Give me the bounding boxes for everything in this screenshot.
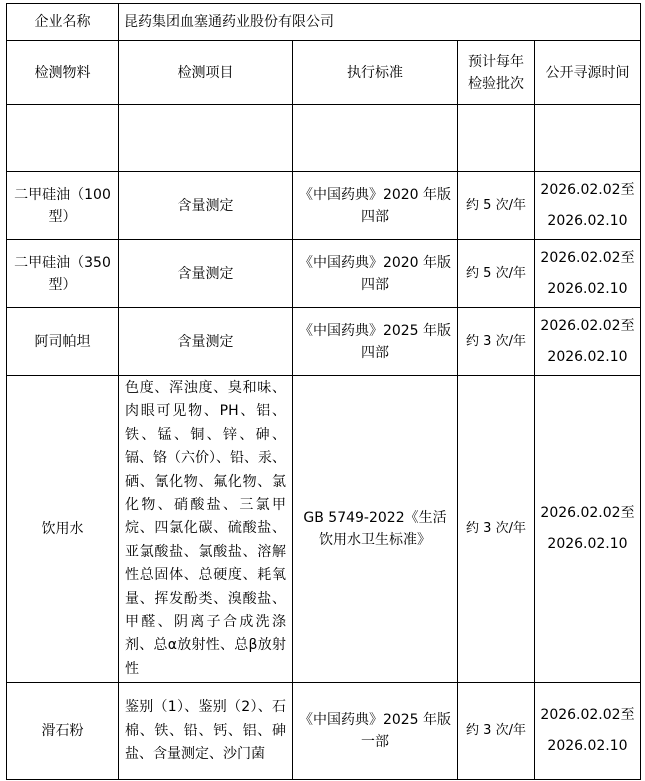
item-cell: 含量测定 <box>119 172 293 240</box>
time-start: 2026.02.02至 <box>540 707 635 724</box>
table-row <box>7 376 641 683</box>
standard-cell: GB 5749-2022《生活饮用水卫生标准》 <box>293 376 458 683</box>
batches-cell: 约 3 次/年 <box>458 376 535 683</box>
time-cell <box>535 376 641 683</box>
table-row <box>7 308 641 376</box>
item-cell: 鉴别（1）、鉴别（2）、石棉、铁、铅、钙、铝、砷盐、含量测定、沙门菌 <box>119 683 293 780</box>
material-cell: 二甲硅油（350型） <box>7 240 119 308</box>
header-batches-line1: 预计每年 <box>468 53 524 70</box>
time-end: 2026.02.10 <box>547 348 628 365</box>
table-row <box>7 240 641 308</box>
table-row <box>7 683 641 780</box>
time-start: 2026.02.02至 <box>540 181 635 198</box>
standard-cell: 《中国药典》2025 年版一部 <box>293 683 458 780</box>
header-batches-line2: 检验批次 <box>468 75 524 92</box>
company-row <box>7 4 641 41</box>
header-standard: 执行标准 <box>293 41 458 105</box>
material-cell: 阿司帕坦 <box>7 308 119 376</box>
header-batches <box>458 41 535 105</box>
time-cell <box>535 683 641 780</box>
empty-cell <box>535 105 641 172</box>
company-name: 昆药集团血塞通药业股份有限公司 <box>119 4 641 41</box>
material-cell: 滑石粉 <box>7 683 119 780</box>
time-cell <box>535 172 641 240</box>
material-cell: 二甲硅油（100型） <box>7 172 119 240</box>
table-row <box>7 172 641 240</box>
standard-cell: 《中国药典》2020 年版四部 <box>293 240 458 308</box>
standard-cell: 《中国药典》2025 年版四部 <box>293 308 458 376</box>
time-cell <box>535 308 641 376</box>
time-start: 2026.02.02至 <box>540 249 635 266</box>
batches-cell: 约 5 次/年 <box>458 240 535 308</box>
batches-cell: 约 3 次/年 <box>458 683 535 780</box>
time-start: 2026.02.02至 <box>540 317 635 334</box>
company-label: 企业名称 <box>7 4 119 41</box>
batches-cell: 约 3 次/年 <box>458 308 535 376</box>
material-cell: 饮用水 <box>7 376 119 683</box>
empty-row <box>7 105 641 172</box>
item-cell: 含量测定 <box>119 240 293 308</box>
time-end: 2026.02.10 <box>547 738 628 755</box>
time-end: 2026.02.10 <box>547 280 628 297</box>
item-cell: 色度、浑浊度、臭和味、肉眼可见物、PH、铝、铁、锰、铜、锌、砷、镉、铬（六价）、铅、汞、硒、氰化物、氟化物、氯化物、硝酸盐、三氯甲烷、四氯化碳、硫酸盐、亚氯酸盐、氯酸盐、溶解性总固体、总硬度、耗氧量、挥发酚类、溴酸盐、甲醛、阴离子合成洗涤剂、总α放射性、总β放射性 <box>119 376 293 683</box>
time-cell <box>535 240 641 308</box>
header-item: 检测项目 <box>119 41 293 105</box>
time-start: 2026.02.02至 <box>540 505 635 522</box>
header-time: 公开寻源时间 <box>535 41 641 105</box>
inspection-table <box>6 3 641 780</box>
standard-cell: 《中国药典》2020 年版四部 <box>293 172 458 240</box>
time-end: 2026.02.10 <box>547 536 628 553</box>
header-material: 检测物料 <box>7 41 119 105</box>
empty-cell <box>7 105 119 172</box>
batches-cell: 约 5 次/年 <box>458 172 535 240</box>
item-cell: 含量测定 <box>119 308 293 376</box>
empty-cell <box>458 105 535 172</box>
empty-cell <box>119 105 293 172</box>
empty-cell <box>293 105 458 172</box>
time-end: 2026.02.10 <box>547 212 628 229</box>
header-row <box>7 41 641 105</box>
